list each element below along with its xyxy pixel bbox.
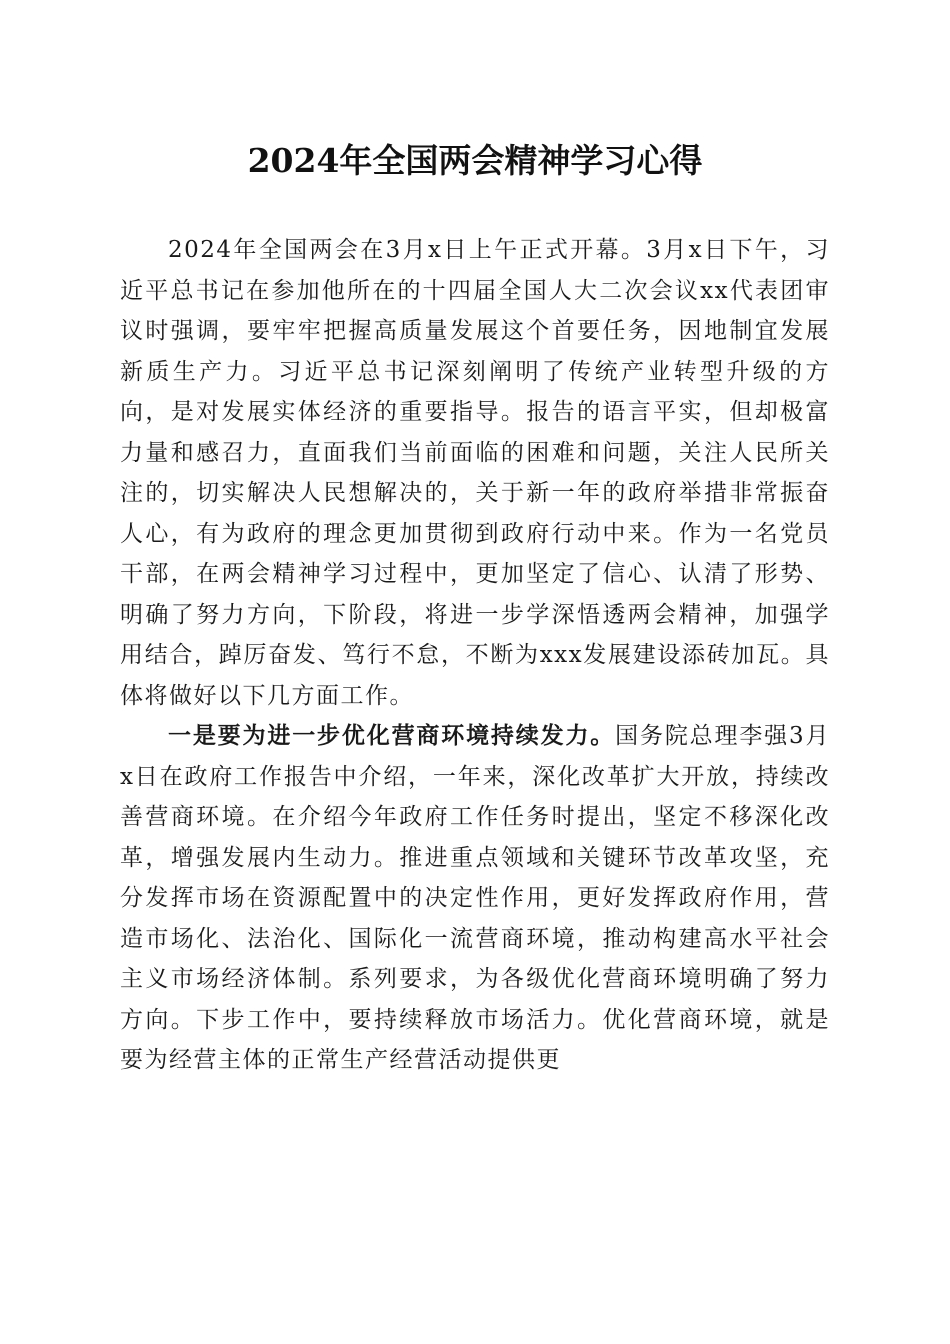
paragraph-intro bbox=[120, 230, 830, 716]
paragraph-lead: 一是要为进一步优化营商环境持续发力。 bbox=[168, 722, 616, 749]
document-title: 2024年全国两会精神学习心得 bbox=[247, 141, 703, 180]
document-body bbox=[120, 230, 830, 1081]
paragraph-text: 国务院总理李强3月x日在政府工作报告中介绍，一年来，深化改革扩大开放，持续改善营商环境。在介绍今年政府工作任务时提出，坚定不移深化改革，增强发展内生动力。推进重点领域和关键环节改革攻坚，充分发挥市场在资源配置中的决定性作用，更好发挥政府作用，营造市场化、法治化、国际化一流营商环境，推动构建高水平社会主义市场经济体制。系列要求，为各级优化营商环境明确了努力方向。下步工作中，要持续释放市场活力。优化营商环境，就是要为经营主体的正常生产经营活动提供更 bbox=[120, 723, 830, 1073]
paragraph-text: 2024年全国两会在3月x日上午正式开幕。3月x日下午，习近平总书记在参加他所在的十四届全国人大二次会议xx代表团审议时强调，要牢牢把握高质量发展这个首要任务，因地制宜发展新质生产力。习近平总书记深刻阐明了传统产业转型升级的方向，是对发展实体经济的重要指导。报告的语言平实，但却极富力量和感召力，直面我们当前面临的困难和问题，关注人民所关注的，切实解决人民想解决的，关于新一年的政府举措非常振奋人心，有为政府的理念更加贯彻到政府行动中来。作为一名党员干部，在两会精神学习过程中，更加坚定了信心、认清了形势、明确了努力方向，下阶段，将进一步学深悟透两会精神，加强学用结合，踔厉奋发、笃行不怠，不断为xxx发展建设添砖加瓦。具体将做好以下几方面工作。 bbox=[120, 237, 830, 709]
paragraph-business-environment bbox=[120, 716, 830, 1081]
